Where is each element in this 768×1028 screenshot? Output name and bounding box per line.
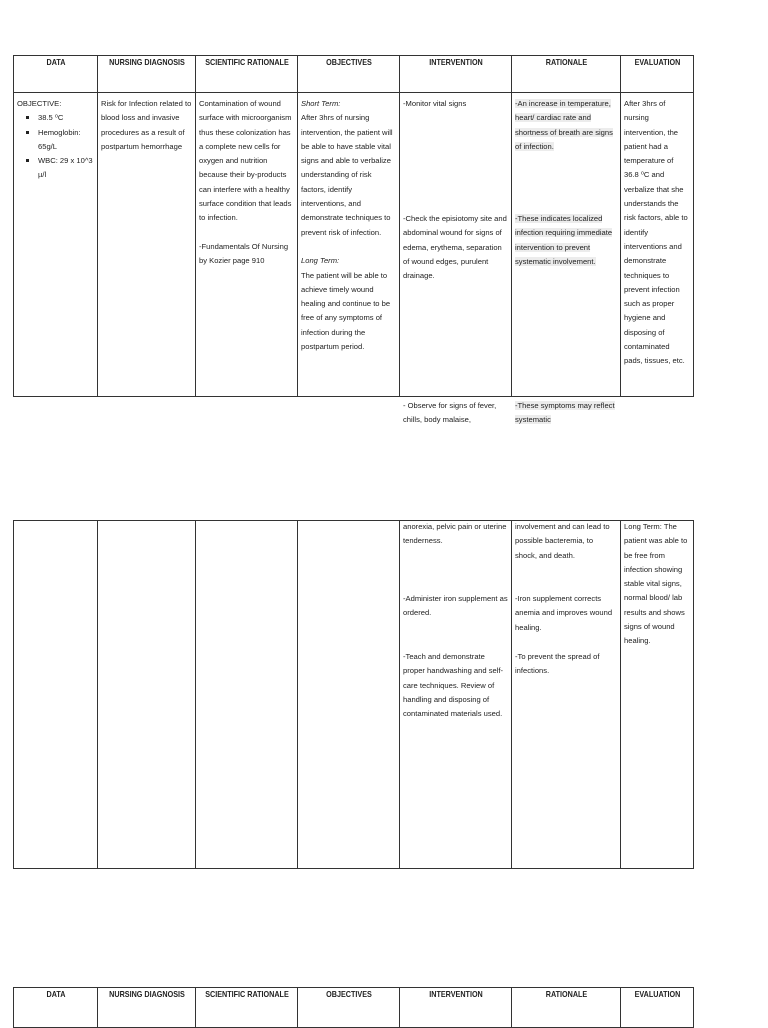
rationale-item: involvement and can lead to possible bacteremia, to shock, and death. [515,522,610,560]
header-objectives: OBJECTIVES [304,988,394,1028]
data-cell [14,93,98,397]
intervention-item: -Check the episiotomy site and abdominal wound for signs of edema, erythema, separation of wound edges, purulent drainage. [403,214,507,281]
objective-data-list [17,111,94,182]
table-row [14,93,694,397]
table-row [14,521,694,869]
header-scientific-rationale: SCIENTIFIC RATIONALE [202,988,292,1028]
short-term-label: Short Term: [301,99,341,108]
header-rationale: RATIONALE [518,988,614,1028]
intervention-item: -Administer iron supplement as ordered. [403,594,508,618]
care-plan-table-page2 [13,520,694,869]
short-term-text: After 3hrs of nursing intervention, the patient will be able to have stable vital signs and able to verbalize understanding of risk factors, identify interventions, and demonstrate techniques to prevent risk of infection. [301,113,393,237]
intervention-cell [400,93,512,425]
list-item: 38.5 ⁰C [38,111,94,125]
nursing-diagnosis-cell [98,93,196,397]
rationale-item: -These indicates localized infection requiring immediate intervention to prevent systematic involvement. [515,214,613,266]
header-nursing-diagnosis: NURSING DIAGNOSIS [103,56,189,93]
scientific-rationale-cell [196,93,298,397]
care-plan-table-page3 [13,987,694,1028]
list-item: Hemoglobin: 65g/L [38,126,94,155]
care-plan-table-page1 [13,55,694,425]
objective-label: OBJECTIVE: [17,99,62,108]
diagnosis-text: Risk for Infection related to blood loss and invasive procedures as a result of postpartum hemorrhage [101,99,192,151]
nursing-diagnosis-cell [98,521,196,869]
header-intervention: INTERVENTION [406,988,505,1028]
list-item: WBC: 29 x 10^3 µ/l [38,154,94,183]
rationale-item: -These symptoms may reflect systematic [515,401,615,425]
header-nursing-diagnosis: NURSING DIAGNOSIS [103,988,189,1028]
rationale-cell [512,93,621,425]
header-data: DATA [19,988,93,1028]
scientific-rationale-text: Contamination of wound surface with microorganism thus these colonization has a complete new cells for oxygen and nutrition because their by-products can interfere with a healthy surface condition that leads to infection. [199,99,292,223]
intervention-item: -Monitor vital signs [403,99,467,108]
intervention-item: - Observe for signs of fever, chills, body malaise, [403,401,497,425]
header-data: DATA [19,56,93,93]
table-header-row [14,56,694,93]
rationale-item: -Iron supplement corrects anemia and improves wound healing. [515,594,613,632]
header-evaluation: EVALUATION [625,56,689,93]
header-rationale: RATIONALE [518,56,614,93]
header-objectives: OBJECTIVES [304,56,394,93]
header-intervention: INTERVENTION [406,56,505,93]
intervention-item: -Teach and demonstrate proper handwashing and self-care techniques. Review of handling and disposing of contaminated materials used. [403,652,504,719]
long-term-text: The patient will be able to achieve timely wound healing and continue to be free of any symptoms of infection during the postpartum period. [301,270,391,352]
header-evaluation: EVALUATION [625,988,689,1028]
evaluation-cell [621,93,694,397]
objectives-cell [298,93,400,397]
evaluation-text: After 3hrs of nursing intervention, the patient had a temperature of 36.8 ⁰C and verbalize that she understands the risk factors, able to identify interventions and demonstrate techniques to prevent infection such as proper hygiene and disposing of contaminated pads, tissues, etc. [624,99,688,366]
intervention-cell [400,521,512,869]
rationale-item: -To prevent the spread of infections. [515,652,600,676]
reference-text: -Fundamentals Of Nursing by Kozier page 910 [199,241,289,266]
rationale-item: -An increase in temperature, heart/ cardiac rate and shortness of breath are signs of infection. [515,99,613,151]
table-header-row [14,988,694,1028]
header-scientific-rationale: SCIENTIFIC RATIONALE [202,56,292,93]
data-cell [14,521,98,869]
scientific-rationale-cell [196,521,298,869]
objectives-cell [298,521,400,869]
evaluation-cell [621,521,694,869]
evaluation-text: Long Term: The patient was able to be free from infection showing stable vital signs, normal blood/ lab results and shows signs of wound healing. [624,522,688,646]
long-term-label: Long Term: [301,256,340,266]
intervention-item: anorexia, pelvic pain or uterine tenderness. [403,522,507,546]
rationale-cell [512,521,621,869]
